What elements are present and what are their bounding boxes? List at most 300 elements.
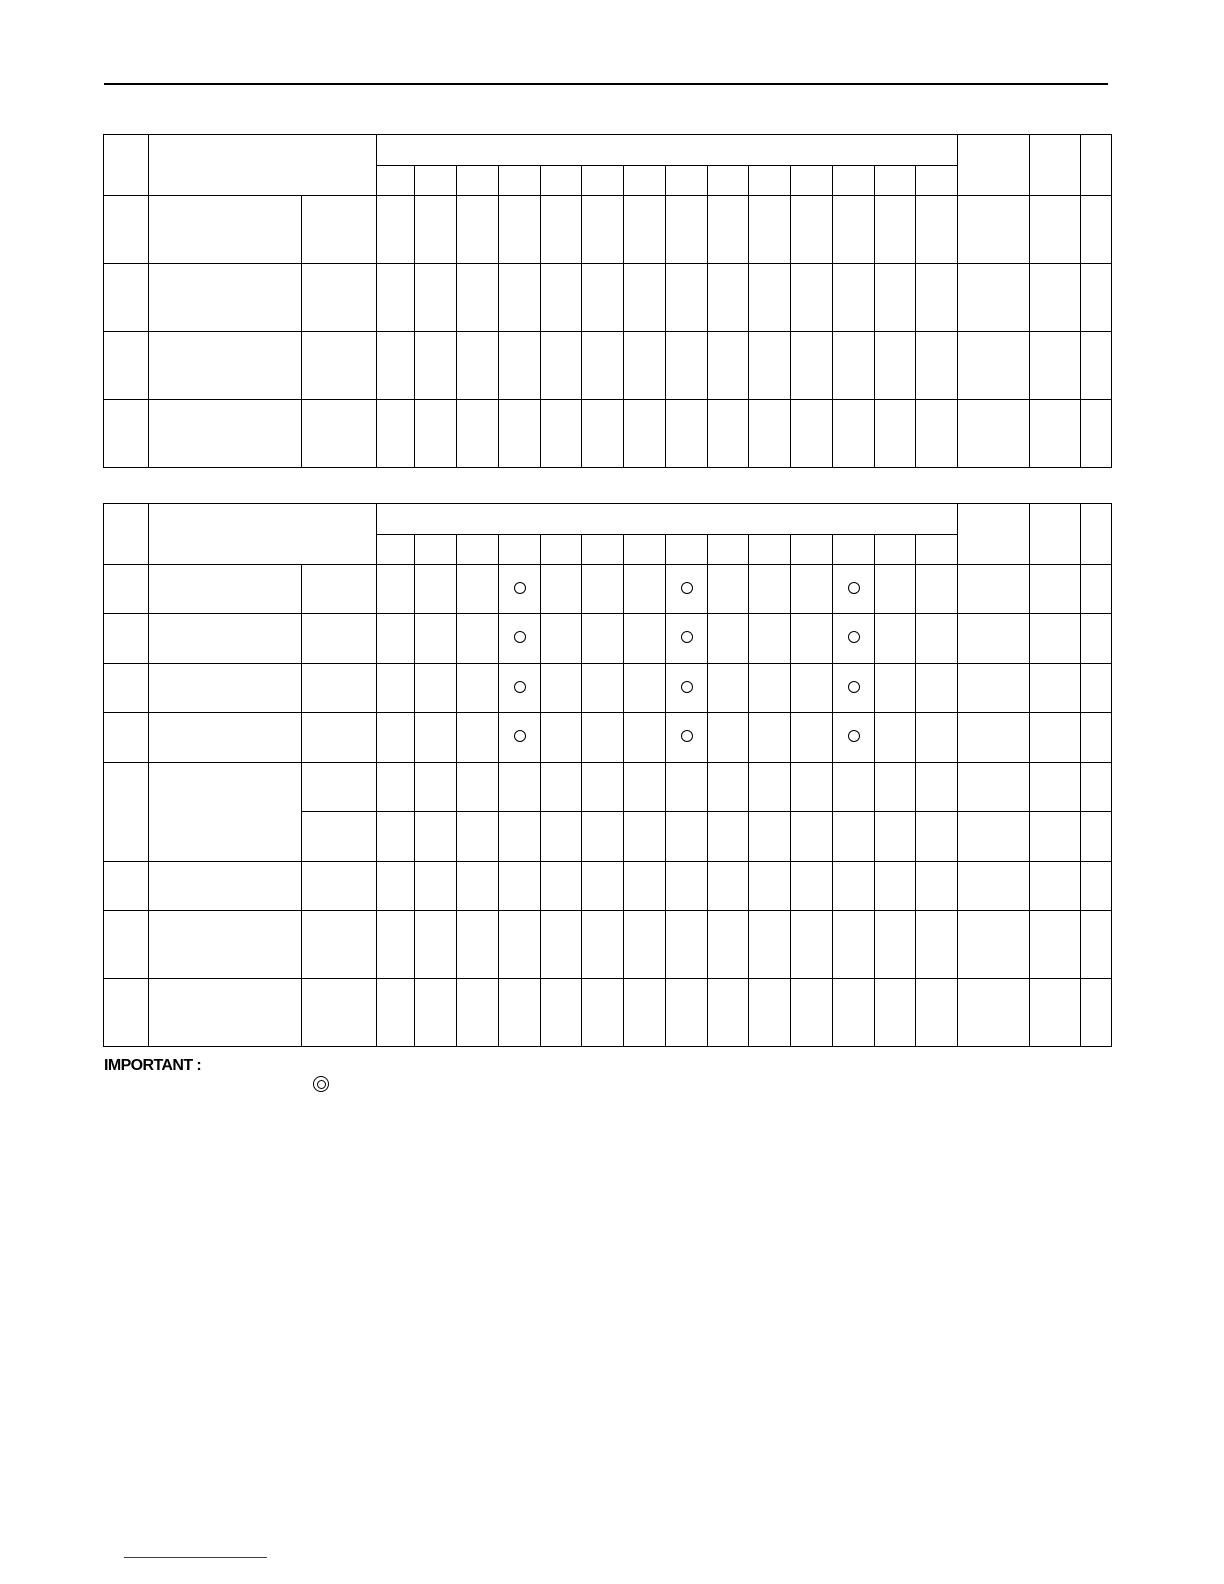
interval-cell: [624, 196, 666, 264]
interval-cell: [916, 812, 958, 862]
interval-cell: [457, 979, 499, 1047]
circle-mark-icon: [514, 631, 526, 643]
table-row: [104, 862, 1112, 911]
no-cell: [104, 565, 149, 614]
interval-cell: [457, 911, 499, 979]
table-row: [104, 614, 1112, 664]
item-cell: [149, 565, 302, 614]
no-cell: [104, 713, 149, 763]
interval-cell: [916, 664, 958, 713]
interval-cell: [749, 400, 791, 468]
interval-cell: [624, 979, 666, 1047]
interval-cell: [749, 264, 791, 332]
ref-cell: [1030, 812, 1081, 862]
interval-cell: [499, 664, 541, 713]
interval-cell: [833, 862, 875, 911]
interval-cell: [833, 911, 875, 979]
interval-cell: [875, 763, 916, 812]
table-row: [104, 664, 1112, 713]
interval-cell: [875, 565, 916, 614]
spec-cell: [958, 614, 1030, 664]
interval-cell: [377, 196, 415, 264]
interval-cell: [499, 264, 541, 332]
circle-mark-icon: [681, 582, 693, 594]
no-cell: [104, 911, 149, 979]
table-row: [104, 979, 1112, 1047]
interval-cell: [875, 264, 916, 332]
interval-cell: [666, 614, 708, 664]
interval-cell: [875, 911, 916, 979]
no-cell: [104, 862, 149, 911]
interval-cell: [749, 713, 791, 763]
interval-cell: [916, 400, 958, 468]
note-cell: [1081, 763, 1112, 812]
item-cell: [149, 614, 302, 664]
interval-cell: [916, 332, 958, 400]
sub-item-cell: [302, 979, 377, 1047]
note-cell: [1081, 400, 1112, 468]
interval-cell: [875, 196, 916, 264]
interval-cell: [666, 812, 708, 862]
item-cell: [149, 862, 302, 911]
interval-cell: [791, 812, 833, 862]
interval-cell: [791, 911, 833, 979]
interval-cell: [875, 664, 916, 713]
spec-cell: [958, 332, 1030, 400]
spec-cell: [958, 812, 1030, 862]
table-row: [104, 400, 1112, 468]
interval-cell: [666, 763, 708, 812]
interval-cell: [624, 664, 666, 713]
interval-cell: [377, 264, 415, 332]
interval-cell: [541, 979, 582, 1047]
interval-cell: [791, 614, 833, 664]
interval-cell: [457, 565, 499, 614]
note-cell: [1081, 862, 1112, 911]
interval-cell: [541, 812, 582, 862]
interval-cell: [624, 565, 666, 614]
interval-cell: [875, 400, 916, 468]
ref-cell: [1030, 332, 1081, 400]
interval-cell: [415, 862, 457, 911]
interval-cell: [582, 196, 624, 264]
interval-cell: [499, 565, 541, 614]
interval-cell: [415, 763, 457, 812]
ref-cell: [1030, 400, 1081, 468]
header-item-cell: [149, 504, 377, 565]
interval-cell: [916, 196, 958, 264]
interval-cell: [457, 264, 499, 332]
interval-cell: [499, 614, 541, 664]
interval-cell: [541, 911, 582, 979]
interval-cell: [708, 614, 749, 664]
sub-item-cell: [302, 763, 377, 812]
interval-cell: [377, 664, 415, 713]
interval-cell: [708, 763, 749, 812]
interval-cell: [708, 332, 749, 400]
interval-cell: [457, 196, 499, 264]
interval-cell: [499, 911, 541, 979]
interval-cell: [791, 565, 833, 614]
interval-cell: [457, 614, 499, 664]
ref-cell: [1030, 763, 1081, 812]
interval-cell: [749, 614, 791, 664]
header-no-cell: [104, 135, 149, 196]
no-cell: [104, 763, 149, 862]
header-spec-cell: [958, 135, 1030, 196]
interval-cell: [708, 264, 749, 332]
interval-cell: [624, 713, 666, 763]
note-cell: [1081, 713, 1112, 763]
interval-cell: [415, 332, 457, 400]
interval-cell: [457, 400, 499, 468]
interval-cell: [833, 264, 875, 332]
interval-cell: [708, 400, 749, 468]
table-row: [104, 911, 1112, 979]
interval-cell: [457, 862, 499, 911]
interval-cell: [916, 763, 958, 812]
interval-cell: [666, 196, 708, 264]
table-row: [104, 196, 1112, 264]
interval-cell: [499, 196, 541, 264]
maintenance-schedule-table-1: [103, 134, 1112, 468]
maintenance-schedule-table-2: [103, 503, 1112, 1047]
interval-cell: [791, 763, 833, 812]
circle-mark-icon: [681, 631, 693, 643]
note-cell: [1081, 911, 1112, 979]
note-cell: [1081, 979, 1112, 1047]
interval-cell: [749, 332, 791, 400]
interval-cell: [666, 264, 708, 332]
interval-cell: [582, 614, 624, 664]
ref-cell: [1030, 713, 1081, 763]
circle-mark-icon: [848, 631, 860, 643]
interval-cell: [791, 196, 833, 264]
header-spec-cell: [958, 504, 1030, 565]
interval-cell: [708, 664, 749, 713]
no-cell: [104, 400, 149, 468]
interval-cell: [415, 713, 457, 763]
interval-cell: [833, 196, 875, 264]
interval-cell: [749, 911, 791, 979]
interval-cell: [666, 911, 708, 979]
item-cell: [149, 332, 302, 400]
interval-cell: [875, 713, 916, 763]
interval-cell: [749, 196, 791, 264]
header-ref-cell: [1030, 135, 1081, 196]
interval-cell: [541, 862, 582, 911]
header-interval-cell: [377, 135, 958, 166]
no-cell: [104, 264, 149, 332]
circle-mark-icon: [514, 730, 526, 742]
sub-item-cell: [302, 614, 377, 664]
note-cell: [1081, 196, 1112, 264]
interval-cell: [541, 264, 582, 332]
interval-cell: [791, 400, 833, 468]
important-label: IMPORTANT :: [104, 1057, 202, 1074]
interval-cell: [499, 400, 541, 468]
header-ref-cell: [1030, 504, 1081, 565]
table-row: [104, 264, 1112, 332]
interval-cell: [415, 911, 457, 979]
interval-cell: [916, 979, 958, 1047]
circle-mark-icon: [681, 730, 693, 742]
note-cell: [1081, 614, 1112, 664]
interval-cell: [457, 763, 499, 812]
ref-cell: [1030, 614, 1081, 664]
interval-cell: [415, 664, 457, 713]
table-row: [104, 565, 1112, 614]
interval-cell: [666, 332, 708, 400]
header-no-cell: [104, 504, 149, 565]
interval-cell: [833, 400, 875, 468]
interval-cell: [624, 812, 666, 862]
interval-cell: [708, 979, 749, 1047]
interval-cell: [749, 812, 791, 862]
interval-cell: [415, 565, 457, 614]
ref-cell: [1030, 196, 1081, 264]
interval-cell: [377, 812, 415, 862]
interval-cell: [916, 614, 958, 664]
interval-cell: [916, 264, 958, 332]
interval-cell: [666, 713, 708, 763]
interval-cell: [749, 565, 791, 614]
interval-cell: [457, 713, 499, 763]
interval-cell: [749, 763, 791, 812]
no-cell: [104, 614, 149, 664]
footer-link-rule: [124, 1557, 267, 1558]
spec-cell: [958, 979, 1030, 1047]
interval-cell: [582, 862, 624, 911]
spec-cell: [958, 196, 1030, 264]
note-cell: [1081, 812, 1112, 862]
interval-cell: [415, 196, 457, 264]
interval-cell: [541, 332, 582, 400]
interval-cell: [833, 565, 875, 614]
no-cell: [104, 664, 149, 713]
sub-item-cell: [302, 862, 377, 911]
item-cell: [149, 763, 302, 862]
spec-cell: [958, 713, 1030, 763]
sub-item-cell: [302, 713, 377, 763]
header-rule: [104, 83, 1108, 85]
interval-cell: [541, 565, 582, 614]
interval-cell: [582, 332, 624, 400]
double-circle-icon: [313, 1076, 329, 1092]
interval-cell: [624, 264, 666, 332]
interval-cell: [708, 565, 749, 614]
sub-item-cell: [302, 664, 377, 713]
sub-item-cell: [302, 196, 377, 264]
interval-cell: [624, 400, 666, 468]
interval-cell: [415, 614, 457, 664]
circle-mark-icon: [681, 681, 693, 693]
spec-cell: [958, 862, 1030, 911]
interval-cell: [377, 979, 415, 1047]
table-row: [104, 332, 1112, 400]
interval-cell: [582, 979, 624, 1047]
item-cell: [149, 979, 302, 1047]
item-cell: [149, 196, 302, 264]
interval-cell: [541, 614, 582, 664]
interval-cell: [791, 713, 833, 763]
interval-cell: [499, 332, 541, 400]
interval-cell: [791, 264, 833, 332]
interval-cell: [541, 763, 582, 812]
interval-cell: [708, 911, 749, 979]
header-note-cell: [1081, 135, 1112, 196]
interval-cell: [916, 911, 958, 979]
interval-cell: [666, 862, 708, 911]
item-cell: [149, 713, 302, 763]
interval-cell: [833, 812, 875, 862]
circle-mark-icon: [848, 730, 860, 742]
interval-cell: [875, 862, 916, 911]
circle-mark-icon: [514, 681, 526, 693]
interval-cell: [833, 979, 875, 1047]
interval-cell: [499, 979, 541, 1047]
interval-cell: [457, 664, 499, 713]
sub-item-cell: [302, 264, 377, 332]
interval-cell: [582, 911, 624, 979]
item-cell: [149, 400, 302, 468]
spec-cell: [958, 763, 1030, 812]
interval-cell: [666, 979, 708, 1047]
header-interval-cell: [377, 504, 958, 535]
interval-cell: [708, 812, 749, 862]
interval-cell: [916, 565, 958, 614]
interval-cell: [624, 614, 666, 664]
interval-cell: [708, 713, 749, 763]
header-item-cell: [149, 135, 377, 196]
interval-cell: [377, 763, 415, 812]
circle-mark-icon: [848, 582, 860, 594]
interval-cell: [624, 862, 666, 911]
ref-cell: [1030, 911, 1081, 979]
interval-cell: [499, 862, 541, 911]
interval-cell: [541, 664, 582, 713]
interval-cell: [791, 862, 833, 911]
ref-cell: [1030, 565, 1081, 614]
interval-cell: [377, 400, 415, 468]
interval-cell: [875, 979, 916, 1047]
ref-cell: [1030, 979, 1081, 1047]
interval-cell: [377, 713, 415, 763]
interval-cell: [749, 664, 791, 713]
interval-cell: [582, 400, 624, 468]
interval-cell: [833, 713, 875, 763]
interval-cell: [457, 332, 499, 400]
interval-cell: [791, 979, 833, 1047]
interval-cell: [457, 812, 499, 862]
item-cell: [149, 911, 302, 979]
table-row: [104, 713, 1112, 763]
interval-cell: [582, 664, 624, 713]
note-cell: [1081, 565, 1112, 614]
ref-cell: [1030, 264, 1081, 332]
sub-item-cell: [302, 400, 377, 468]
interval-cell: [833, 332, 875, 400]
no-cell: [104, 332, 149, 400]
interval-cell: [833, 664, 875, 713]
interval-cell: [624, 763, 666, 812]
interval-cell: [624, 332, 666, 400]
ref-cell: [1030, 862, 1081, 911]
interval-cell: [875, 332, 916, 400]
spec-cell: [958, 664, 1030, 713]
interval-cell: [833, 614, 875, 664]
interval-cell: [916, 862, 958, 911]
interval-cell: [377, 565, 415, 614]
circle-mark-icon: [848, 681, 860, 693]
interval-cell: [415, 812, 457, 862]
interval-cell: [499, 763, 541, 812]
no-cell: [104, 979, 149, 1047]
interval-cell: [791, 332, 833, 400]
sub-item-cell: [302, 332, 377, 400]
spec-cell: [958, 565, 1030, 614]
interval-cell: [582, 763, 624, 812]
interval-cell: [582, 713, 624, 763]
table-row: [104, 763, 1112, 812]
interval-cell: [916, 713, 958, 763]
interval-cell: [708, 196, 749, 264]
interval-cell: [624, 911, 666, 979]
interval-cell: [499, 812, 541, 862]
interval-cell: [875, 812, 916, 862]
header-note-cell: [1081, 504, 1112, 565]
interval-cell: [377, 862, 415, 911]
interval-cell: [666, 664, 708, 713]
interval-cell: [666, 565, 708, 614]
interval-cell: [541, 713, 582, 763]
no-cell: [104, 196, 149, 264]
note-cell: [1081, 264, 1112, 332]
interval-cell: [499, 713, 541, 763]
spec-cell: [958, 400, 1030, 468]
interval-cell: [791, 664, 833, 713]
spec-cell: [958, 264, 1030, 332]
interval-cell: [749, 979, 791, 1047]
interval-cell: [541, 196, 582, 264]
interval-cell: [582, 565, 624, 614]
interval-cell: [415, 264, 457, 332]
interval-cell: [415, 979, 457, 1047]
ref-cell: [1030, 664, 1081, 713]
interval-cell: [377, 332, 415, 400]
sub-item-cell: [302, 812, 377, 862]
interval-cell: [377, 911, 415, 979]
interval-cell: [749, 862, 791, 911]
sub-item-cell: [302, 911, 377, 979]
interval-cell: [708, 862, 749, 911]
item-cell: [149, 664, 302, 713]
note-cell: [1081, 664, 1112, 713]
circle-mark-icon: [514, 582, 526, 594]
interval-cell: [833, 763, 875, 812]
item-cell: [149, 264, 302, 332]
interval-cell: [582, 264, 624, 332]
spec-cell: [958, 911, 1030, 979]
interval-cell: [666, 400, 708, 468]
interval-cell: [377, 614, 415, 664]
interval-cell: [875, 614, 916, 664]
sub-item-cell: [302, 565, 377, 614]
interval-cell: [415, 400, 457, 468]
interval-cell: [541, 400, 582, 468]
note-cell: [1081, 332, 1112, 400]
interval-cell: [582, 812, 624, 862]
